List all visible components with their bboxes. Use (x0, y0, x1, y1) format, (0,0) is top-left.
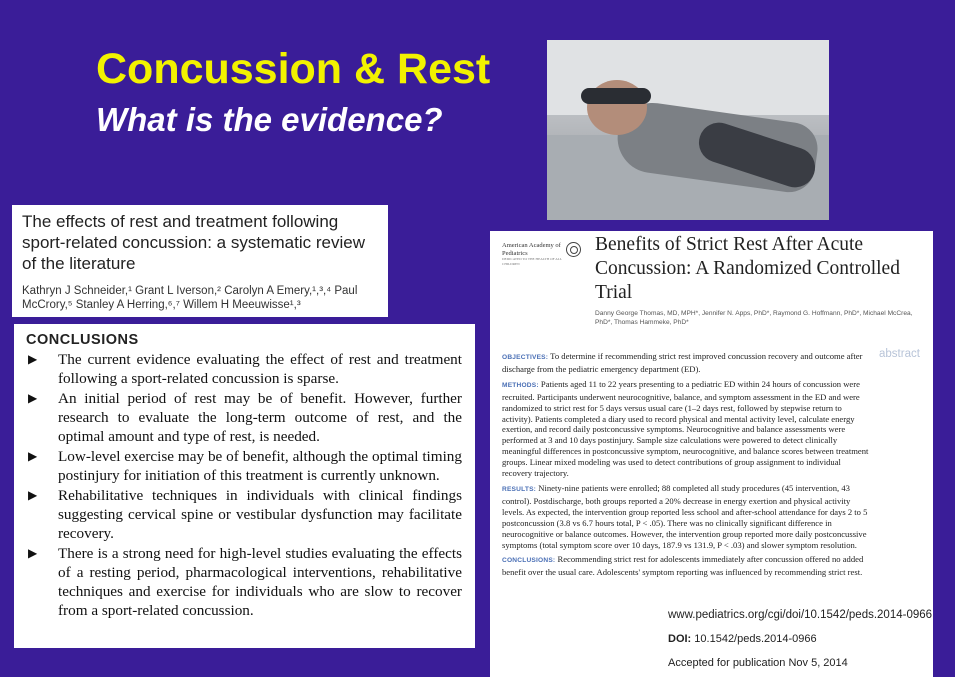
conclusion-text: An initial period of rest may be of benefit. However, further research to evaluate the long-term outcome of rest, and the optimal amount and type of rest, is needed. (58, 390, 462, 445)
paper2-accepted: Accepted for publication Nov 5, 2014 (668, 657, 848, 669)
conclusion-item (22, 544, 462, 620)
objectives-label: OBJECTIVES: (502, 354, 549, 361)
conclusion-text: Low-level exercise may be of benefit, although the optimal timing postinjury for initiation of this treatment is currently unknown. (58, 448, 462, 484)
aap-logo-text (502, 242, 566, 267)
paper2-url[interactable]: www.pediatrics.org/cgi/doi/10.1542/peds.2014-0966 (668, 609, 933, 621)
bullet-icon: ▶ (28, 449, 38, 463)
conclusion-text: There is a strong need for high-level studies evaluating the effects of a resting period, pharmacological interventions, rehabilitative techniques and exercise for individuals who are slow to recover from a sport-related concussion. (58, 545, 462, 619)
paper2-card (490, 231, 933, 677)
aap-logo-name: American Academy of Pediatrics (502, 242, 561, 257)
paper2-authors: Danny George Thomas, MD, MPH*, Jennifer N. Apps, PhD*, Raymond G. Hoffmann, PhD*, Michael McCrea, PhD*, Thomas Hammeke, PhD* (595, 310, 913, 326)
doi-label: DOI: (668, 633, 692, 645)
conclusions-heading: CONCLUSIONS (26, 332, 139, 348)
abstract-methods (502, 379, 872, 479)
conclusions-label: CONCLUSIONS: (502, 557, 556, 565)
conclusion-text: The current evidence evaluating the effect of rest and treatment following a sport-related concussion is sparse. (58, 351, 462, 387)
methods-label: METHODS: (502, 381, 539, 389)
results-text: Ninety-nine patients were enrolled; 88 completed all study procedures (45 intervention, 43 control). Postdischarge, both groups reported a 20% decrease in energy exertion and physical activity levels. As expected, the intervention group reported less school and after-school attendance for days 2 to 5 postconcussion (3.8 vs 6.7 hours total, P < .05). There was no clinically significant difference in neurocognitive or balance outcomes. However, the intervention group reported more daily postconcussive symptoms (total symptom score over 10 days, 187.9 vs 131.9, P < .03) and slower symptom resolution. (502, 482, 868, 550)
doi-value: 10.1542/peds.2014-0966 (694, 633, 817, 645)
methods-text: Patients aged 11 to 22 years presenting to a pediatric ED within 24 hours of concussion were recruited. Participants underwent neurocognitive, balance, and symptom assessment in the ED and were randomized to strict rest for 5 days versus usual care (1–2 days rest, followed by stepwise return to activity). Patients completed a diary used to record physical and mental activity level, calculate energy exertion, and record daily postconcussive symptoms. Neurocognitive and balance assessments were performed at 3 and 10 days postinjury. Sample size calculations were powered to detect clinically meaningful differences in postconcussive symptom, neurocognitive, and balance scores between treatment groups. Linear mixed modeling was used to detect contributions of group assignment to individual recovery trajectory. (502, 378, 869, 479)
aap-logo-tagline: DEDICATED TO THE HEALTH OF ALL CHILDREN (502, 257, 562, 266)
paper1-header-card (12, 205, 388, 317)
bullet-icon: ▶ (28, 352, 38, 366)
conclusion-item (22, 350, 462, 388)
results-label: RESULTS: (502, 485, 537, 493)
paper2-title: Benefits of Strict Rest After Acute Concussion: A Randomized Controlled Trial (595, 234, 900, 303)
conclusions-list (22, 350, 462, 621)
slide-subtitle: What is the evidence? (96, 101, 443, 138)
paper1-authors: Kathryn J Schneider,¹ Grant L Iverson,² Carolyn A Emery,¹,³,⁴ Paul McCrory,⁵ Stanley A Herring,⁶,⁷ Willem H Meeuwisse¹,³ (22, 285, 358, 311)
conclusion-text: Rehabilitative techniques in individuals with clinical findings suggesting cervical spine or vestibular dysfunction may facilitate recovery. (58, 487, 462, 542)
paper2-doi (668, 633, 817, 645)
patient-photo (547, 40, 829, 220)
abstract-tag: abstract (879, 348, 920, 360)
bullet-icon: ▶ (28, 488, 38, 502)
aap-logo (502, 240, 582, 266)
slide-title: Concussion & Rest (96, 45, 491, 93)
conclusions-card (14, 324, 475, 648)
conclusion-item (22, 389, 462, 446)
abstract-conclusions (502, 554, 872, 578)
conclusions-text: Recommending strict rest for adolescents immediately after concussion offered no added benefit over the usual care. Adolescents' symptom reporting was influenced by recommending strict rest. (502, 554, 864, 578)
abstract-results (502, 483, 872, 550)
bullet-icon: ▶ (28, 391, 38, 405)
photo-goggles (581, 88, 651, 104)
paper1-title: The effects of rest and treatment following sport-related concussion: a systematic review of the literature (22, 212, 365, 273)
conclusion-item (22, 447, 462, 485)
paper2-abstract (502, 351, 872, 582)
bullet-icon: ▶ (28, 546, 38, 560)
conclusion-item (22, 486, 462, 543)
abstract-objectives (502, 351, 872, 375)
objectives-text: To determine if recommending strict rest improved concussion recovery and outcome after discharge from the pediatric emergency department (ED). (502, 351, 863, 374)
aap-seal-icon (566, 242, 581, 257)
